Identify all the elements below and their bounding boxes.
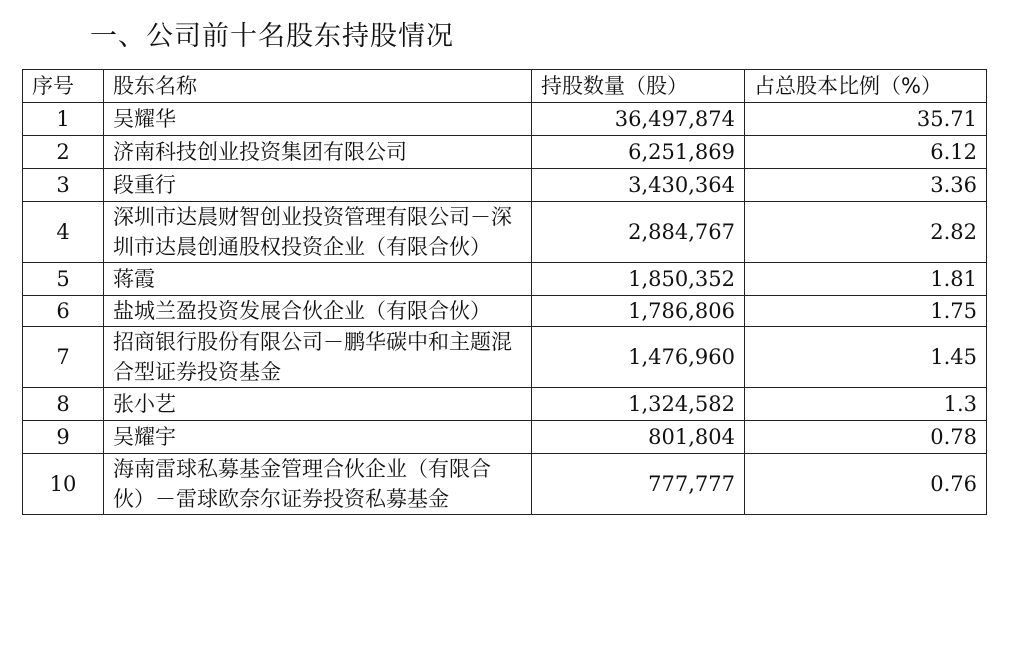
shareholder-name: 海南雷球私募基金管理合伙企业（有限合伙）－雷球欧奈尔证券投资私募基金: [104, 454, 532, 515]
share-count: 6,251,869: [532, 136, 745, 169]
share-ratio: 2.82: [745, 202, 987, 263]
shareholder-name: 招商银行股份有限公司－鹏华碳中和主题混合型证券投资基金: [104, 327, 532, 388]
row-index: 6: [23, 296, 104, 327]
header-index: 序号: [23, 70, 104, 103]
shareholder-name: 吴耀华: [104, 103, 532, 136]
row-index: 4: [23, 202, 104, 263]
shareholder-name: 吴耀宇: [104, 421, 532, 454]
table-row: [23, 169, 987, 202]
header-shareholder-name: 股东名称: [104, 70, 532, 103]
share-ratio: 1.75: [745, 296, 987, 327]
share-count: 801,804: [532, 421, 745, 454]
share-ratio: 0.76: [745, 454, 987, 515]
shareholder-name: 张小艺: [104, 388, 532, 421]
shareholder-name: 深圳市达晨财智创业投资管理有限公司－深圳市达晨创通股权投资企业（有限合伙）: [104, 202, 532, 263]
share-ratio: 1.45: [745, 327, 987, 388]
table-row: [23, 421, 987, 454]
table-row: [23, 263, 987, 296]
row-index: 5: [23, 263, 104, 296]
table-row: [23, 327, 987, 388]
share-ratio: 1.3: [745, 388, 987, 421]
share-count: 1,324,582: [532, 388, 745, 421]
header-share-count: 持股数量（股）: [532, 70, 745, 103]
row-index: 9: [23, 421, 104, 454]
section-title: 一、公司前十名股东持股情况: [90, 21, 454, 52]
share-count: 36,497,874: [532, 103, 745, 136]
row-index: 8: [23, 388, 104, 421]
share-ratio: 0.78: [745, 421, 987, 454]
table-row: [23, 388, 987, 421]
share-count: 2,884,767: [532, 202, 745, 263]
shareholder-name: 济南科技创业投资集团有限公司: [104, 136, 532, 169]
share-count: 777,777: [532, 454, 745, 515]
share-ratio: 1.81: [745, 263, 987, 296]
share-count: 1,476,960: [532, 327, 745, 388]
shareholder-name: 盐城兰盈投资发展合伙企业（有限合伙）: [104, 296, 532, 327]
shareholder-name: 段重行: [104, 169, 532, 202]
shareholder-name: 蒋霞: [104, 263, 532, 296]
table-header-row: [23, 70, 987, 103]
table-row: [23, 136, 987, 169]
row-index: 1: [23, 103, 104, 136]
table-row: [23, 454, 987, 515]
header-share-ratio: 占总股本比例（%）: [745, 70, 987, 103]
row-index: 2: [23, 136, 104, 169]
row-index: 10: [23, 454, 104, 515]
row-index: 7: [23, 327, 104, 388]
share-ratio: 6.12: [745, 136, 987, 169]
share-count: 1,786,806: [532, 296, 745, 327]
row-index: 3: [23, 169, 104, 202]
table-row: [23, 103, 987, 136]
table-row: [23, 296, 987, 327]
share-ratio: 3.36: [745, 169, 987, 202]
table-row: [23, 202, 987, 263]
share-ratio: 35.71: [745, 103, 987, 136]
share-count: 1,850,352: [532, 263, 745, 296]
shareholders-table: [22, 69, 987, 515]
share-count: 3,430,364: [532, 169, 745, 202]
